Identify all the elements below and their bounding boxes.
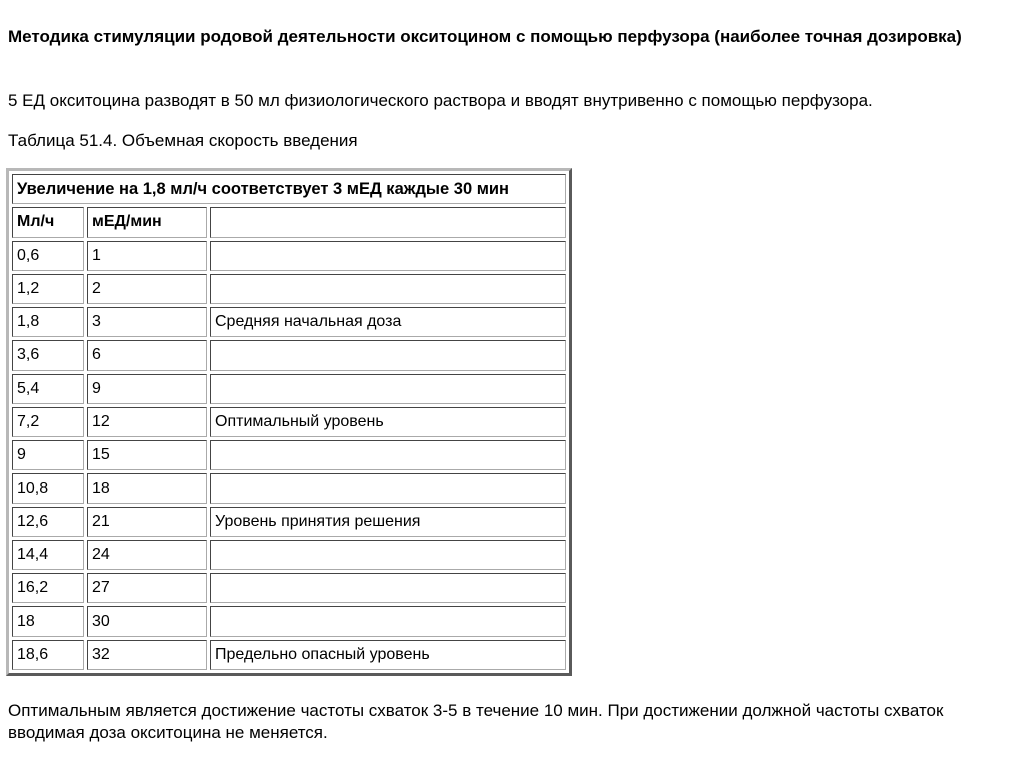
- cell-note: [210, 573, 566, 603]
- table-header-row: [12, 207, 566, 237]
- page-heading: Методика стимуляции родовой деятельности окситоцином с помощью перфузора (наиболее точная дозировка): [8, 27, 962, 46]
- cell-dose: 32: [87, 640, 207, 670]
- table-row: [12, 640, 566, 670]
- cell-rate: 1,8: [12, 307, 84, 337]
- cell-dose: 3: [87, 307, 207, 337]
- table-row: [12, 307, 566, 337]
- cell-dose: 6: [87, 340, 207, 370]
- cell-dose: 12: [87, 407, 207, 437]
- column-header-dose: мЕД/мин: [87, 207, 207, 237]
- cell-rate: 12,6: [12, 507, 84, 537]
- cell-note: Оптимальный уровень: [210, 407, 566, 437]
- cell-note: [210, 274, 566, 304]
- table-row: [12, 374, 566, 404]
- cell-note: [210, 606, 566, 636]
- table-row: [12, 473, 566, 503]
- cell-note: Уровень принятия решения: [210, 507, 566, 537]
- column-header-rate: Мл/ч: [12, 207, 84, 237]
- cell-note: [210, 540, 566, 570]
- table-title-row: [12, 174, 566, 204]
- cell-dose: 15: [87, 440, 207, 470]
- cell-dose: 18: [87, 473, 207, 503]
- table-row: [12, 540, 566, 570]
- table-row: [12, 340, 566, 370]
- table-caption: Таблица 51.4. Объемная скорость введения: [8, 131, 358, 150]
- cell-note: Средняя начальная доза: [210, 307, 566, 337]
- rates-table: [9, 171, 569, 673]
- cell-note: [210, 374, 566, 404]
- cell-note: Предельно опасный уровень: [210, 640, 566, 670]
- cell-rate: 14,4: [12, 540, 84, 570]
- table-title: Увеличение на 1,8 мл/ч соответствует 3 мЕД каждые 30 мин: [12, 174, 566, 204]
- cell-dose: 21: [87, 507, 207, 537]
- table-row: [12, 606, 566, 636]
- cell-dose: 30: [87, 606, 207, 636]
- table-row: [12, 407, 566, 437]
- cell-note: [210, 440, 566, 470]
- cell-rate: 5,4: [12, 374, 84, 404]
- table-row: [12, 440, 566, 470]
- footer-text: Оптимальным является достижение частоты схваток 3-5 в течение 10 мин. При достижении должной частоты схваток вводимая доза окситоцина не меняется.: [8, 701, 944, 742]
- cell-rate: 3,6: [12, 340, 84, 370]
- table-row: [12, 241, 566, 271]
- cell-rate: 0,6: [12, 241, 84, 271]
- cell-dose: 27: [87, 573, 207, 603]
- cell-rate: 7,2: [12, 407, 84, 437]
- cell-dose: 1: [87, 241, 207, 271]
- column-header-note: [210, 207, 566, 237]
- cell-rate: 1,2: [12, 274, 84, 304]
- cell-dose: 2: [87, 274, 207, 304]
- table-row: [12, 573, 566, 603]
- rates-table-body: [12, 174, 566, 670]
- cell-note: [210, 340, 566, 370]
- intro-text: 5 ЕД окситоцина разводят в 50 мл физиологического раствора и вводят внутривенно с помощью перфузора.: [8, 91, 873, 110]
- cell-rate: 9: [12, 440, 84, 470]
- cell-dose: 24: [87, 540, 207, 570]
- cell-rate: 18,6: [12, 640, 84, 670]
- table-row: [12, 507, 566, 537]
- rates-table-frame: [6, 168, 572, 676]
- table-row: [12, 274, 566, 304]
- cell-rate: 16,2: [12, 573, 84, 603]
- cell-rate: 10,8: [12, 473, 84, 503]
- cell-dose: 9: [87, 374, 207, 404]
- cell-note: [210, 241, 566, 271]
- cell-note: [210, 473, 566, 503]
- cell-rate: 18: [12, 606, 84, 636]
